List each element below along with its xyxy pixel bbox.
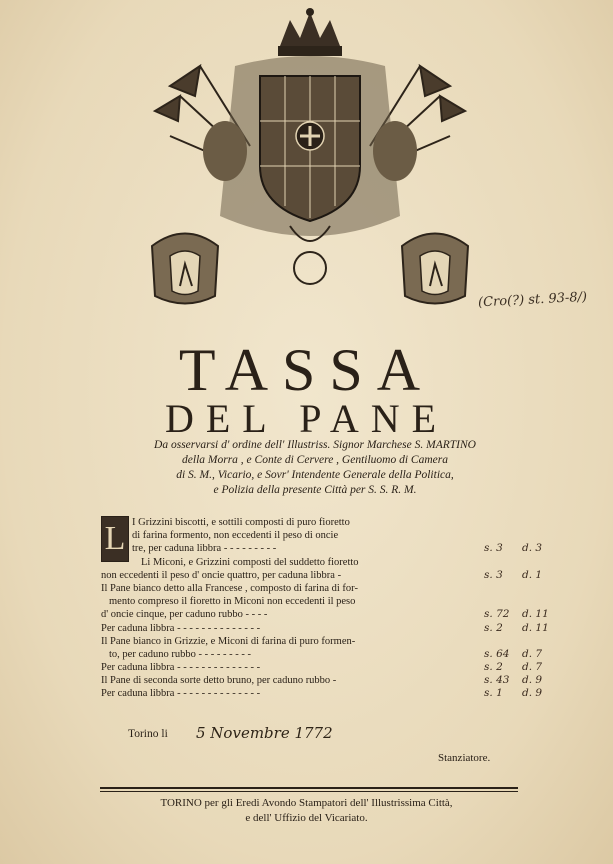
tariff-text: Il Pane bianco detto alla Francese , composto di farina di for- [101,582,358,594]
printer-imprint [0,796,613,826]
intro-line: di S. M., Vicario, e Sovr' Intendente Generale della Politica, [176,469,454,481]
left-city-shield-icon [152,234,218,304]
intro-line: e Polizia della presente Città per S. S. R. M. [213,484,417,496]
coat-of-arms-icon [140,6,480,306]
price [484,542,556,555]
tariff-line [101,569,546,582]
tariff-text: to, per caduno rubbo - - - - - - - - - [109,648,251,660]
tariff-text: Per caduna libbra - - - - - - - - - - - - - - [101,688,261,700]
price-denari: d. 1 [522,568,543,581]
tariff-list [101,516,549,701]
price [484,661,556,674]
tariff-text: tre, per caduna libbra - - - - - - - - - [132,543,277,555]
intro-paragraph [100,438,530,498]
intro-line: Da osservarsi d' ordine dell' Illustriss. Signor Marchese S. MARTINO [154,439,476,451]
tariff-line [101,516,546,529]
price-soldi: s. 2 [484,621,503,634]
tariff-text: Li Miconi, e Grizzini composti del suddetto fioretto [141,556,359,568]
date-place: Torino li [128,728,168,740]
tariff-text: non eccedenti il peso d' oncie quattro, per caduna libbra - [101,569,342,581]
price-soldi: s. 3 [484,568,503,581]
price-soldi: s. 2 [484,661,503,674]
imprint-line: TORINO per gli Eredi Avondo Stampatori dell' Illustrissima Città, [160,797,453,809]
price-denari: d. 11 [522,608,549,621]
tariff-text: Per caduna libbra - - - - - - - - - - - - - - [101,662,261,674]
price [484,608,556,621]
divider [100,787,518,789]
tariff-line [101,556,546,569]
tariff-text: I Grizzini biscotti, e sottili composti di puro fioretto [132,517,350,528]
price-soldi: s. 43 [484,674,510,687]
tariff-text: Il Pane bianco in Grizzie, e Miconi di farina di puro formen- [101,635,356,647]
price-denari: d. 7 [522,661,543,674]
intro-line: della Morra , e Conte di Cervere , Gentiluomo di Camera [182,454,448,466]
price [484,622,556,635]
tariff-line [101,687,546,700]
tariff-text: di farina formento, non eccedenti il peso di oncie [132,530,339,542]
tariff-text: d' oncie cinque, per caduno rubbo - - - - [101,609,268,621]
tariff-line [101,582,546,595]
price-soldi: s. 64 [484,647,510,660]
price-soldi: s. 72 [484,608,510,621]
price-denari: d. 11 [522,621,549,634]
drop-cap: L [101,516,129,562]
handwritten-annotation: (Cro(?) st. 93-8/) [477,289,588,311]
price [484,674,556,687]
tariff-line [101,661,546,674]
tariff-line [101,621,549,635]
tariff-line [101,595,546,608]
tariff-line [101,542,546,555]
divider [100,791,518,792]
tariff-text: Per caduna libbra - - - - - - - - - - - - - - [101,622,261,634]
tariff-text: mento compreso il fioretto in Miconi non eccedenti il peso [109,596,356,608]
tariff-line [101,635,546,648]
tariff-line [101,648,546,661]
right-city-shield-icon [402,234,468,304]
price-soldi: s. 1 [484,687,503,700]
price [484,648,556,661]
signer: Stanziatore. [438,752,491,764]
price-denari: d. 9 [522,687,543,700]
price [484,569,556,582]
tariff-line [101,529,546,542]
crown-icon [278,8,342,56]
handwritten-date: 5 Novembre 1772 [196,724,333,742]
price-denari: d. 3 [522,542,543,555]
tariff-line [101,674,546,687]
price [484,687,556,700]
title-line-2: DEL PANE [164,396,449,441]
tariff-line [101,608,549,621]
price-soldi: s. 3 [484,542,503,555]
price-denari: d. 7 [522,647,543,660]
title-line-1: TASSA [178,337,435,403]
imprint-line: e dell' Uffizio del Vicariato. [245,812,368,824]
tariff-text: Il Pane di seconda sorte detto bruno, per caduno rubbo - [101,675,337,687]
price-denari: d. 9 [522,674,543,687]
